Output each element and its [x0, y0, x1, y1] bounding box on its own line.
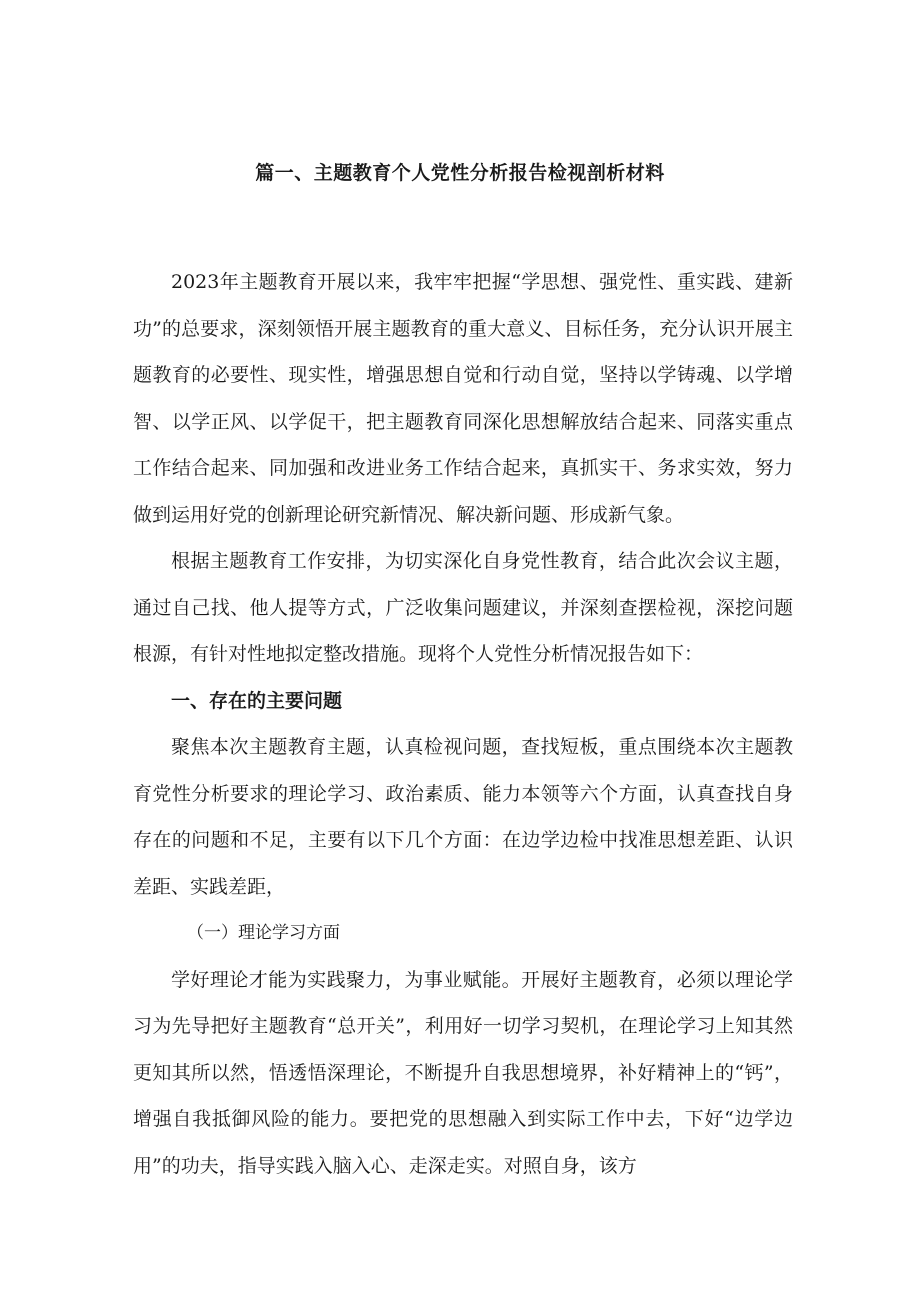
purpose-paragraph: 根据主题教育工作安排，为切实深化自身党性教育，结合此次会议主题，通过自己找、他人提等方式，广泛收集问题建议，并深刻查摆检视，深挖问题根源，有针对性地拟定整改措施。现将个人党性分析情况报告如下：	[133, 550, 793, 665]
subsection-heading-theory-study: （一）理论学习方面	[187, 923, 340, 943]
intro-paragraph: 2023年主题教育开展以来，我牢牢把握“学思想、强党性、重实践、建新功”的总要求，深刻领悟开展主题教育的重大意义、目标任务，充分认识开展主题教育的必要性、现实性，增强思想自觉和行动自觉，坚持以学铸魂、以学增智、以学正风、以学促干，把主题教育同深化思想解放结合起来、同落实重点工作结合起来、同加强和改进业务工作结合起来，真抓实干、务求实效，努力做到运用好党的创新理论研究新情况、解决新问题、形成新气象。	[133, 271, 793, 526]
document-body	[133, 259, 793, 1189]
section-heading-main-problems: 一、存在的主要问题	[171, 689, 343, 712]
document-title: 篇一、主题教育个人党性分析报告检视剖析材料	[255, 162, 665, 184]
theory-study-paragraph: 学好理论才能为实践聚力，为事业赋能。开展好主题教育，必须以理论学习为先导把好主题教育“总开关”，利用好一切学习契机，在理论学习上知其然更知其所以然，悟透悟深理论，不断提升自我思想境界，补好精神上的“钙”，增强自我抵御风险的能力。要把党的思想融入到实际工作中去，下好“边学边用”的功夫，指导实践入脑入心、走深走实。对照自身，该方	[133, 968, 793, 1177]
problems-overview-paragraph: 聚焦本次主题教育主题，认真检视问题，查找短板，重点围绕本次主题教育党性分析要求的理论学习、政治素质、能力本领等六个方面，认真查找自身存在的问题和不足，主要有以下几个方面：在边学边检中找准思想差距、认识差距、实践差距，	[133, 736, 793, 898]
